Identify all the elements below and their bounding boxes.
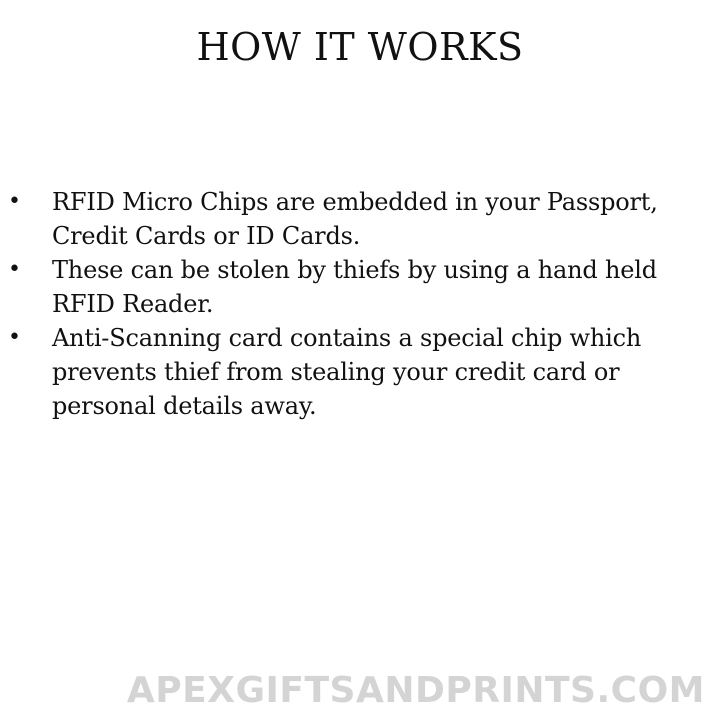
list-item <box>0 185 720 253</box>
page-title: HOW IT WORKS <box>196 25 524 69</box>
bullet-text: RFID Micro Chips are embedded in your Passport, Credit Cards or ID Cards. <box>52 188 658 250</box>
bullet-icon: • <box>8 189 21 214</box>
watermark: APEXGIFTSANDPRINTS.COM <box>126 670 705 711</box>
bullet-list <box>0 185 720 423</box>
bullet-text: Anti-Scanning card contains a special chip which prevents thief from stealing your credit card or personal details away. <box>52 324 642 420</box>
list-item <box>0 253 720 321</box>
list-item <box>0 321 720 423</box>
bullet-icon: • <box>8 257 21 282</box>
bullet-icon: • <box>8 325 21 350</box>
bullet-text: These can be stolen by thiefs by using a hand held RFID Reader. <box>52 256 657 318</box>
